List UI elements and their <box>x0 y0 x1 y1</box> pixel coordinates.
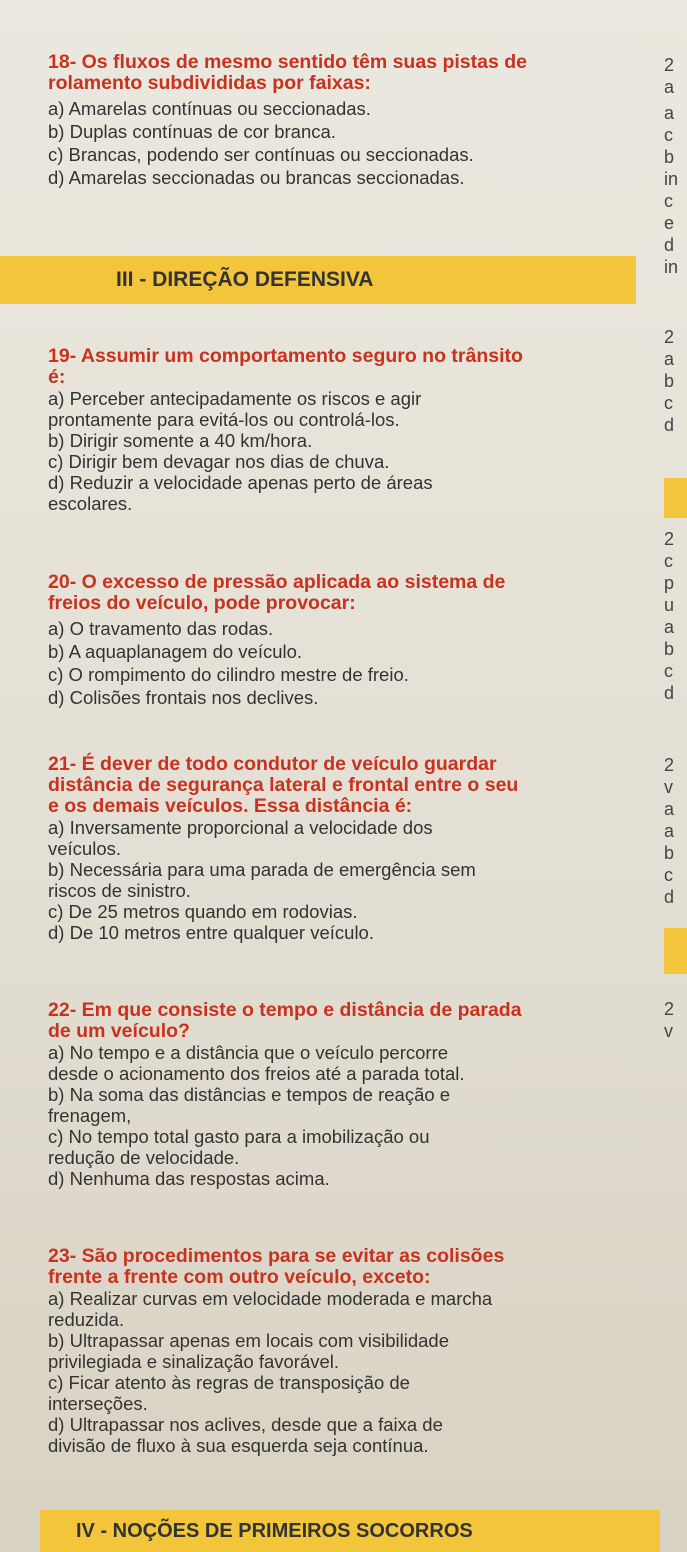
question-23-option-b-line2: privilegiada e sinalização favorável. <box>48 1351 340 1372</box>
question-19 <box>48 346 523 514</box>
adjacent-page-column <box>664 528 674 704</box>
question-21-title-line1: 21- É dever de todo condutor de veículo guardar <box>48 753 497 775</box>
adjacent-page-column <box>664 54 678 278</box>
adjacent-char: b <box>664 639 675 659</box>
question-21-title-line2: distância de segurança lateral e frontal entre o seu <box>48 774 519 796</box>
adjacent-char: b <box>664 371 675 391</box>
question-19-option-b: b) Dirigir somente a 40 km/hora. <box>48 430 313 451</box>
question-22-option-b-line2: frenagem, <box>48 1105 132 1126</box>
adjacent-page-highlight <box>664 928 687 974</box>
question-21-option-a-line2: veículos. <box>48 838 122 859</box>
question-18-option-c: c) Brancas, podendo ser contínuas ou seccionadas. <box>48 144 474 165</box>
adjacent-char: a <box>664 799 675 819</box>
question-23 <box>48 1246 504 1456</box>
adjacent-char: a <box>664 617 675 637</box>
question-23-option-d-line1: d) Ultrapassar nos aclives, desde que a faixa de <box>48 1414 443 1435</box>
adjacent-char: in <box>664 169 679 189</box>
adjacent-char: p <box>664 573 675 593</box>
question-18-title-line1: 18- Os fluxos de mesmo sentido têm suas pistas de <box>48 51 527 73</box>
adjacent-char: 2 <box>664 55 675 75</box>
adjacent-char: d <box>664 235 675 255</box>
adjacent-page-column <box>664 326 674 436</box>
adjacent-char: b <box>664 147 675 167</box>
adjacent-char: d <box>664 415 675 435</box>
question-23-option-a-line1: a) Realizar curvas em velocidade moderada e marcha <box>48 1288 493 1309</box>
question-22-option-c-line2: redução de velocidade. <box>48 1147 240 1168</box>
adjacent-char: c <box>664 191 673 211</box>
question-19-option-d-line2: escolares. <box>48 493 133 514</box>
adjacent-char: 2 <box>664 529 675 549</box>
question-20 <box>48 572 505 708</box>
adjacent-char: c <box>664 661 673 681</box>
question-22-option-b-line1: b) Na soma das distâncias e tempos de reação e <box>48 1084 451 1105</box>
adjacent-char: d <box>664 683 675 703</box>
question-21-option-b-line2: riscos de sinistro. <box>48 880 191 901</box>
question-22-option-a-line1: a) No tempo e a distância que o veículo percorre <box>48 1042 449 1063</box>
adjacent-char: 2 <box>664 327 675 347</box>
question-23-title-line1: 23- São procedimentos para se evitar as colisões <box>48 1245 505 1267</box>
section-title: III - DIREÇÃO DEFENSIVA <box>116 268 374 291</box>
question-20-title-line1: 20- O excesso de pressão aplicada ao sistema de <box>48 571 506 593</box>
question-23-option-a-line2: reduzida. <box>48 1309 125 1330</box>
adjacent-char: e <box>664 213 675 233</box>
adjacent-char: in <box>664 257 679 277</box>
question-18-option-b: b) Duplas contínuas de cor branca. <box>48 121 336 142</box>
adjacent-char: a <box>664 349 675 369</box>
question-20-option-d: d) Colisões frontais nos declives. <box>48 687 319 708</box>
adjacent-page-column <box>664 998 674 1042</box>
adjacent-char: d <box>664 887 675 907</box>
question-20-option-b: b) A aquaplanagem do veículo. <box>48 641 303 662</box>
adjacent-char: c <box>664 125 673 145</box>
question-18-option-a: a) Amarelas contínuas ou seccionadas. <box>48 98 371 119</box>
question-20-title-line2: freios do veículo, pode provocar: <box>48 592 356 614</box>
section-header-primeiros-socorros <box>40 1510 660 1552</box>
adjacent-page-highlight <box>664 478 687 518</box>
question-21-option-b-line1: b) Necessária para uma parada de emergência sem <box>48 859 476 880</box>
adjacent-char: 2 <box>664 999 675 1019</box>
question-23-option-c-line1: c) Ficar atento às regras de transposição de <box>48 1372 410 1393</box>
question-23-option-d-line2: divisão de fluxo à sua esquerda seja contínua. <box>48 1435 429 1456</box>
adjacent-page-column <box>664 754 674 908</box>
question-18 <box>48 52 527 188</box>
question-18-title-line2: rolamento subdivididas por faixas: <box>48 72 371 94</box>
adjacent-char: a <box>664 103 675 123</box>
adjacent-char: c <box>664 865 673 885</box>
question-21 <box>48 754 518 943</box>
question-22-option-c-line1: c) No tempo total gasto para a imobilização ou <box>48 1126 430 1147</box>
adjacent-char: v <box>664 777 673 797</box>
question-22-title-line2: de um veículo? <box>48 1020 190 1042</box>
question-21-option-a-line1: a) Inversamente proporcional a velocidade dos <box>48 817 433 838</box>
question-22-option-a-line2: desde o acionamento dos freios até a parada total. <box>48 1063 465 1084</box>
question-19-option-a-line1: a) Perceber antecipadamente os riscos e agir <box>48 388 422 409</box>
question-22-option-d: d) Nenhuma das respostas acima. <box>48 1168 330 1189</box>
question-20-option-a: a) O travamento das rodas. <box>48 618 274 639</box>
adjacent-char: c <box>664 551 673 571</box>
question-22-title-line1: 22- Em que consiste o tempo e distância de parada <box>48 999 522 1021</box>
question-23-title-line2: frente a frente com outro veículo, exceto: <box>48 1266 431 1288</box>
question-20-option-c: c) O rompimento do cilindro mestre de freio. <box>48 664 409 685</box>
question-22 <box>48 1000 522 1189</box>
question-21-option-c: c) De 25 metros quando em rodovias. <box>48 901 358 922</box>
question-21-option-d: d) De 10 metros entre qualquer veículo. <box>48 922 374 943</box>
question-19-option-a-line2: prontamente para evitá-los ou controlá-los. <box>48 409 400 430</box>
question-23-option-c-line2: interseções. <box>48 1393 148 1414</box>
section-title: IV - NOÇÕES DE PRIMEIROS SOCORROS <box>76 1519 473 1542</box>
question-19-option-c: c) Dirigir bem devagar nos dias de chuva. <box>48 451 390 472</box>
adjacent-char: v <box>664 1021 673 1041</box>
question-19-option-d-line1: d) Reduzir a velocidade apenas perto de áreas <box>48 472 433 493</box>
section-header-direcao-defensiva <box>0 256 636 304</box>
question-19-title-line1: 19- Assumir um comportamento seguro no trânsito <box>48 345 523 367</box>
adjacent-char: u <box>664 595 675 615</box>
question-19-title-line2: é: <box>48 366 66 388</box>
adjacent-char: c <box>664 393 673 413</box>
adjacent-char: a <box>664 77 675 97</box>
adjacent-char: 2 <box>664 755 675 775</box>
adjacent-char: a <box>664 821 675 841</box>
question-18-option-d: d) Amarelas seccionadas ou brancas seccionadas. <box>48 167 465 188</box>
adjacent-char: b <box>664 843 675 863</box>
question-21-title-line3: e os demais veículos. Essa distância é: <box>48 795 413 817</box>
question-23-option-b-line1: b) Ultrapassar apenas em locais com visibilidade <box>48 1330 450 1351</box>
